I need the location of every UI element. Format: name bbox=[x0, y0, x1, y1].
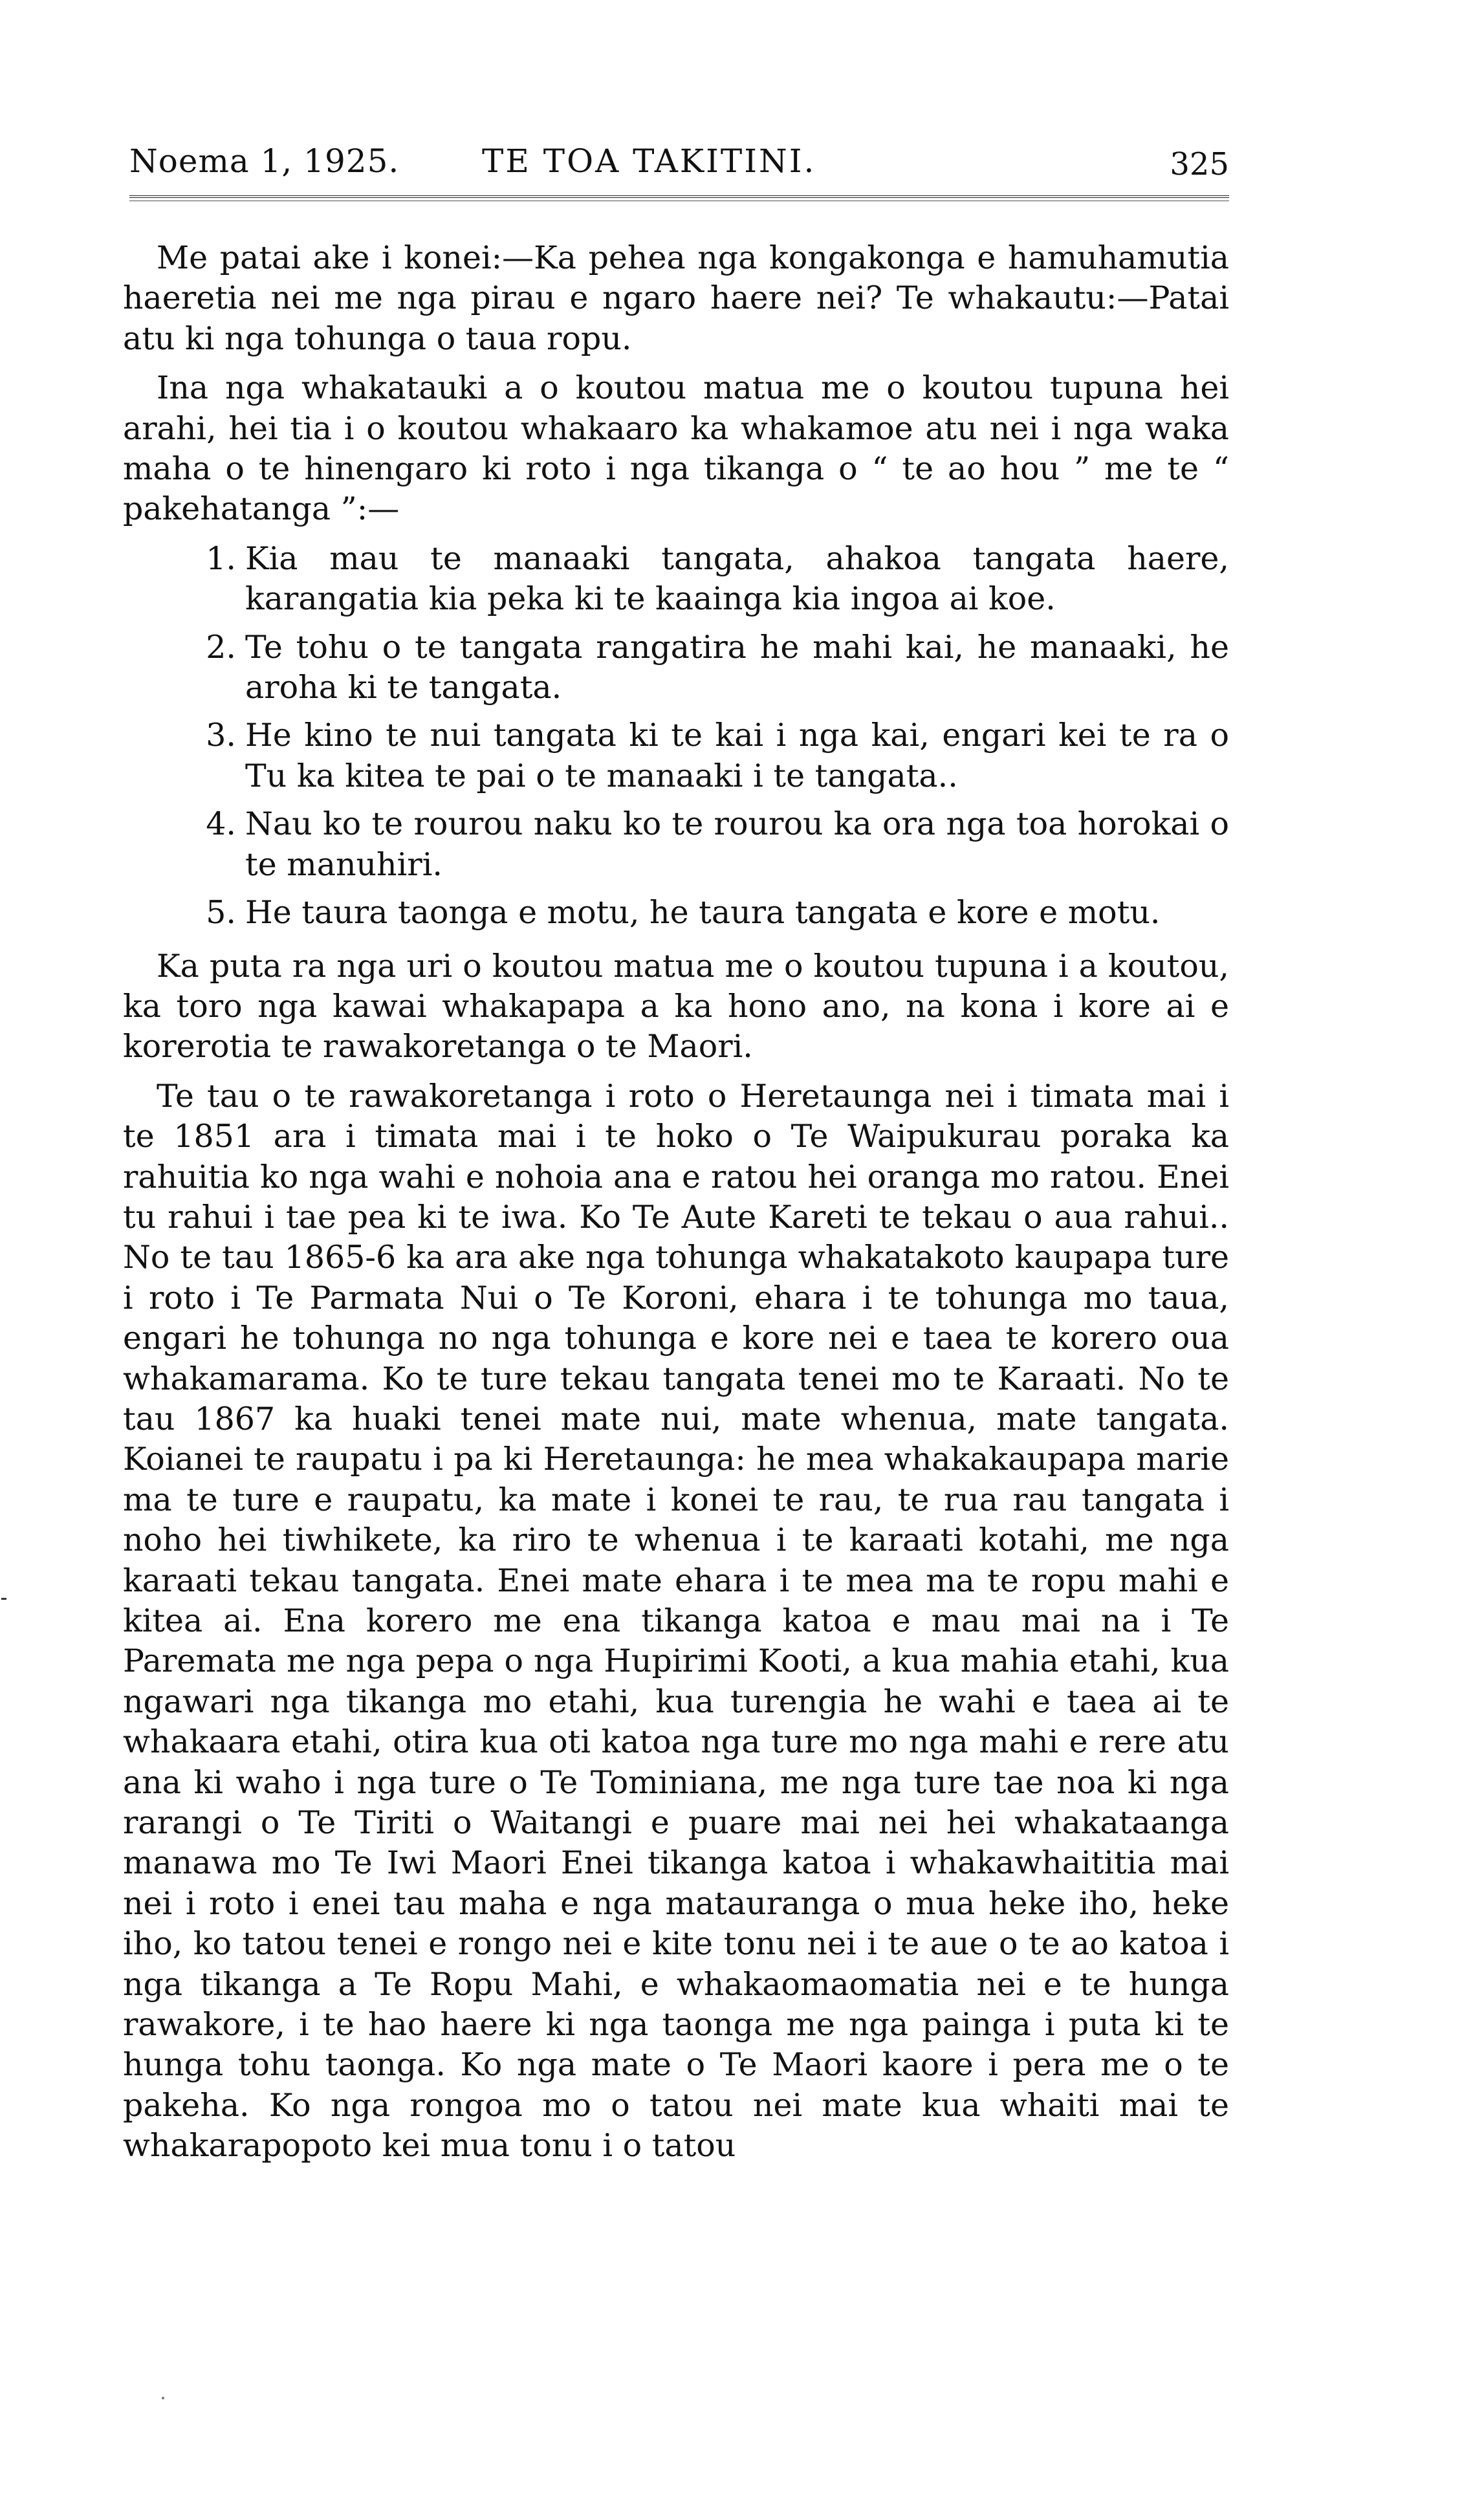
proverb-number: 4. bbox=[206, 805, 236, 843]
header-date: Noema 1, 1925. bbox=[129, 142, 400, 180]
proverb-item bbox=[123, 715, 1229, 796]
journal-title: TE TOA TAKITINI. bbox=[482, 142, 816, 180]
proverb-text: He kino te nui tangata ki te kai i nga kai, engari kei te ra o Tu ka kitea te pai o te manaaki i te tangata.. bbox=[245, 717, 1229, 794]
paragraph: Ka puta ra nga uri o koutou matua me o koutou tupuna i a koutou, ka toro nga kawai whakapapa a ka hono ano, na kona i kore ai e korerotia te rawakoretanga o te Maori. bbox=[123, 947, 1229, 1065]
proverb-item bbox=[123, 539, 1229, 620]
paragraph: Me patai ake i konei:—Ka pehea nga kongakonga e hamuhamutia haeretia nei me nga pirau e ngaro haere nei? Te whakautu:—Patai atu ki nga tohunga o taua ropu. bbox=[123, 239, 1229, 357]
proverb-number: 2. bbox=[206, 628, 236, 666]
running-header bbox=[116, 123, 1229, 201]
page-number: 325 bbox=[1170, 146, 1229, 182]
paragraph: Te tau o te rawakoretanga i roto o Heretaunga nei i timata mai i te 1851 ara i timata mai i te hoko o Te Waipukurau poraka ka rahuitia ko nga wahi e nohoia ana e ratou hei oranga mo ratou. Enei tu rahui i tae pea ki te iwa. Ko Te Aute Kareti te tekau o aua rahui.. No te tau 1865-6 ka ara ake nga tohunga whakatakoto kaupapa ture i roto i Te Parmata Nui o Te Koroni, ehara i te tohunga mo taua, engari he tohunga no nga tohunga e kore nei e taea te korero oua whakamarama. Ko te ture tekau tangata tenei mo te Karaati. No te tau 1867 ka huaki tenei mate nui, mate whenua, mate tangata. Koianei te raupatu i pa ki Heretaunga: he mea whakakaupapa marie ma te ture e raupatu, ka mate i konei te rau, te rua rau tangata i noho hei tiwhikete, ka riro te whenua i te karaati kotahi, me nga karaati tekau tangata. Enei mate ehara i te mea ma te ropu mahi e kitea ai. Ena korero me ena tikanga katoa e mau mai na i Te Paremata me nga pepa o nga Hupirimi Kooti, a kua mahia etahi, kua ngawari nga tikanga mo etahi, kua turengia he wahi e taea ai te whakaara etahi, otira kua oti katoa nga ture mo nga mahi e rere atu ana ki waho i nga ture o Te Tominiana, me nga ture tae noa ki nga rarangi o Te Tiriti o Waitangi e puare mai nei hei whakataanga manawa mo Te Iwi Maori Enei tikanga katoa i whakawhaititia mai nei i roto i enei tau maha e nga matauranga o mua heke iho, heke iho, ko tatou tenei e rongo nei e kite tonu nei i te aue o te ao katoa i nga tikanga a Te Ropu Mahi, e whakaomaomatia nei e te hunga rawakore, i te hao haere ki nga taonga me nga painga i puta ki te hunga tohu taonga. Ko nga mate o Te Maori kaore i pera me o te pakeha. Ko nga rongoa mo o tatou nei mate kua whaiti mai te whakarapopoto kei mua tonu i o tatou bbox=[123, 1077, 1229, 2165]
book-page bbox=[116, 123, 1229, 2165]
proverb-item bbox=[123, 804, 1229, 885]
proverb-number: 1. bbox=[206, 540, 236, 577]
scan-speck bbox=[162, 2397, 164, 2399]
scan-mark bbox=[1, 1598, 6, 1600]
proverb-text: Te tohu o te tangata rangatira he mahi kai, he manaaki, he aroha ki te tangata. bbox=[245, 628, 1229, 706]
proverb-text: Nau ko te rourou naku ko te rourou ka ora nga toa horokai o te manuhiri. bbox=[245, 805, 1229, 883]
proverb-number: 5. bbox=[206, 894, 236, 932]
proverb-list bbox=[123, 539, 1229, 933]
body-text bbox=[123, 238, 1229, 2176]
paragraph: Ina nga whakatauki a o koutou matua me o koutou tupuna hei arahi, hei tia i o koutou whakaaro ka whakamoe atu nei i nga waka maha o te hinengaro ki roto i nga tikanga o “ te ao hou ” me te “ pakehatanga ”:— bbox=[123, 369, 1229, 528]
proverb-item bbox=[123, 628, 1229, 708]
proverb-item bbox=[123, 893, 1229, 933]
proverb-number: 3. bbox=[206, 717, 236, 754]
proverb-text: Kia mau te manaaki tangata, ahakoa tangata haere, karangatia kia peka ki te kaainga kia ingoa ai koe. bbox=[245, 540, 1229, 618]
header-rule bbox=[129, 195, 1229, 201]
proverb-text: He taura taonga e motu, he taura tangata e kore e motu. bbox=[245, 894, 1161, 932]
